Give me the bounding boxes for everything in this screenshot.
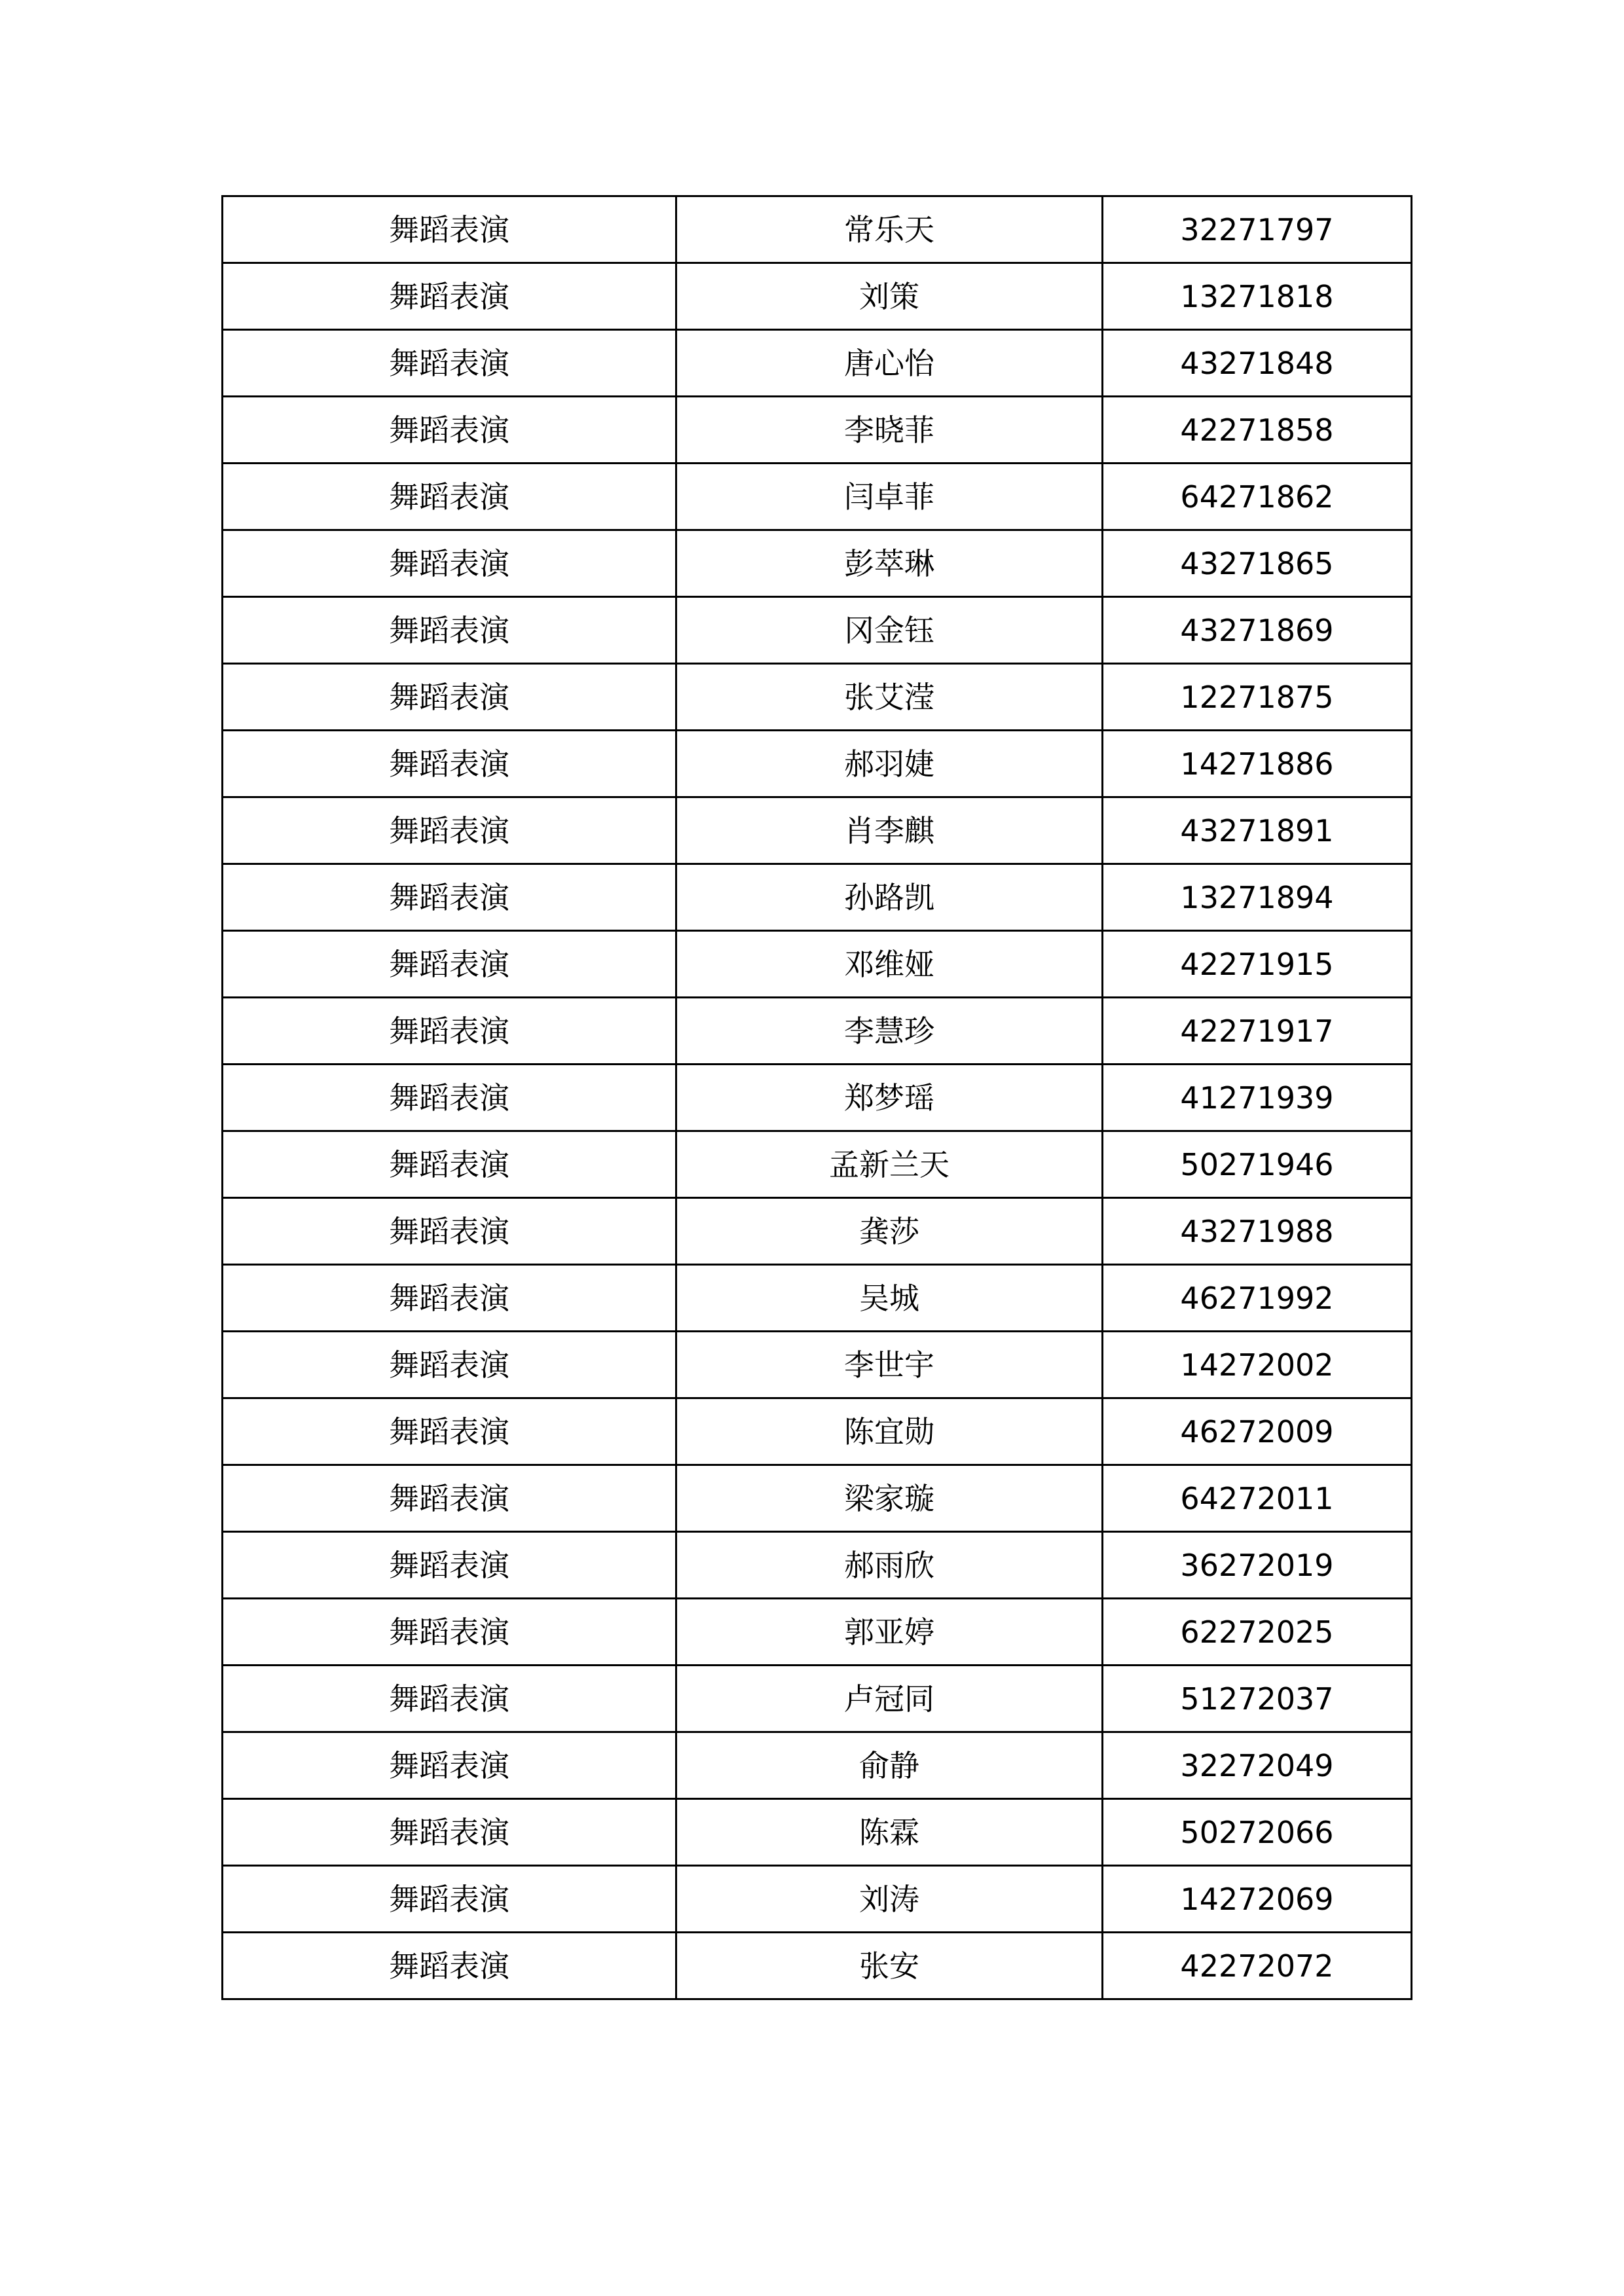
- major-cell: 舞蹈表演: [223, 1265, 676, 1332]
- major-cell: 舞蹈表演: [223, 397, 676, 464]
- name-cell: 李慧珍: [676, 998, 1103, 1065]
- id-cell: 42271917: [1103, 998, 1412, 1065]
- table-row: [223, 1732, 1412, 1799]
- id-cell: 41271939: [1103, 1065, 1412, 1131]
- id-cell: 46271992: [1103, 1265, 1412, 1332]
- name-cell: 常乐天: [676, 196, 1103, 263]
- major-cell: 舞蹈表演: [223, 998, 676, 1065]
- name-cell: 唐心怡: [676, 330, 1103, 397]
- table-row: [223, 931, 1412, 998]
- major-cell: 舞蹈表演: [223, 1465, 676, 1532]
- major-cell: 舞蹈表演: [223, 1065, 676, 1131]
- major-cell: 舞蹈表演: [223, 1198, 676, 1265]
- major-cell: 舞蹈表演: [223, 1131, 676, 1198]
- major-cell: 舞蹈表演: [223, 1398, 676, 1465]
- table-row: [223, 530, 1412, 597]
- id-cell: 12271875: [1103, 664, 1412, 731]
- id-cell: 32272049: [1103, 1732, 1412, 1799]
- major-cell: 舞蹈表演: [223, 1332, 676, 1398]
- id-cell: 43271848: [1103, 330, 1412, 397]
- name-cell: 刘策: [676, 263, 1103, 330]
- id-cell: 42272072: [1103, 1933, 1412, 1999]
- table-row: [223, 1332, 1412, 1398]
- id-cell: 46272009: [1103, 1398, 1412, 1465]
- table-row: [223, 330, 1412, 397]
- table-row: [223, 1666, 1412, 1732]
- major-cell: 舞蹈表演: [223, 1732, 676, 1799]
- table-row: [223, 397, 1412, 464]
- table-row: [223, 864, 1412, 931]
- id-cell: 14271886: [1103, 731, 1412, 797]
- table-row: [223, 1933, 1412, 1999]
- table-row: [223, 1866, 1412, 1933]
- id-cell: 42271858: [1103, 397, 1412, 464]
- id-cell: 43271869: [1103, 597, 1412, 664]
- name-cell: 肖李麒: [676, 797, 1103, 864]
- name-cell: 郝雨欣: [676, 1532, 1103, 1599]
- table-row: [223, 1465, 1412, 1532]
- major-cell: 舞蹈表演: [223, 464, 676, 530]
- major-cell: 舞蹈表演: [223, 1599, 676, 1666]
- id-cell: 32271797: [1103, 196, 1412, 263]
- table-row: [223, 1599, 1412, 1666]
- roster-table: [221, 195, 1412, 2000]
- major-cell: 舞蹈表演: [223, 931, 676, 998]
- document-page: [221, 195, 1411, 2000]
- name-cell: 李世宇: [676, 1332, 1103, 1398]
- name-cell: 俞静: [676, 1732, 1103, 1799]
- table-row: [223, 1532, 1412, 1599]
- name-cell: 陈宜勋: [676, 1398, 1103, 1465]
- name-cell: 郝羽婕: [676, 731, 1103, 797]
- name-cell: 冈金钰: [676, 597, 1103, 664]
- major-cell: 舞蹈表演: [223, 664, 676, 731]
- name-cell: 陈霖: [676, 1799, 1103, 1866]
- major-cell: 舞蹈表演: [223, 731, 676, 797]
- table-row: [223, 1265, 1412, 1332]
- name-cell: 闫卓菲: [676, 464, 1103, 530]
- name-cell: 邓维娅: [676, 931, 1103, 998]
- name-cell: 郑梦瑶: [676, 1065, 1103, 1131]
- name-cell: 孙路凯: [676, 864, 1103, 931]
- major-cell: 舞蹈表演: [223, 1799, 676, 1866]
- roster-table-body: [223, 196, 1412, 1999]
- id-cell: 14272069: [1103, 1866, 1412, 1933]
- table-row: [223, 263, 1412, 330]
- name-cell: 郭亚婷: [676, 1599, 1103, 1666]
- id-cell: 43271865: [1103, 530, 1412, 597]
- table-row: [223, 664, 1412, 731]
- name-cell: 卢冠同: [676, 1666, 1103, 1732]
- table-row: [223, 464, 1412, 530]
- major-cell: 舞蹈表演: [223, 1933, 676, 1999]
- table-row: [223, 1065, 1412, 1131]
- table-row: [223, 1398, 1412, 1465]
- major-cell: 舞蹈表演: [223, 530, 676, 597]
- major-cell: 舞蹈表演: [223, 330, 676, 397]
- name-cell: 张安: [676, 1933, 1103, 1999]
- table-row: [223, 1131, 1412, 1198]
- major-cell: 舞蹈表演: [223, 864, 676, 931]
- name-cell: 龚莎: [676, 1198, 1103, 1265]
- id-cell: 64272011: [1103, 1465, 1412, 1532]
- name-cell: 刘涛: [676, 1866, 1103, 1933]
- table-row: [223, 196, 1412, 263]
- table-row: [223, 731, 1412, 797]
- table-row: [223, 1198, 1412, 1265]
- major-cell: 舞蹈表演: [223, 797, 676, 864]
- name-cell: 梁家璇: [676, 1465, 1103, 1532]
- name-cell: 张艾滢: [676, 664, 1103, 731]
- id-cell: 43271988: [1103, 1198, 1412, 1265]
- id-cell: 50272066: [1103, 1799, 1412, 1866]
- id-cell: 51272037: [1103, 1666, 1412, 1732]
- id-cell: 14272002: [1103, 1332, 1412, 1398]
- table-row: [223, 797, 1412, 864]
- name-cell: 李晓菲: [676, 397, 1103, 464]
- major-cell: 舞蹈表演: [223, 597, 676, 664]
- id-cell: 64271862: [1103, 464, 1412, 530]
- name-cell: 彭萃琳: [676, 530, 1103, 597]
- major-cell: 舞蹈表演: [223, 1866, 676, 1933]
- name-cell: 孟新兰天: [676, 1131, 1103, 1198]
- id-cell: 43271891: [1103, 797, 1412, 864]
- id-cell: 36272019: [1103, 1532, 1412, 1599]
- id-cell: 42271915: [1103, 931, 1412, 998]
- major-cell: 舞蹈表演: [223, 263, 676, 330]
- major-cell: 舞蹈表演: [223, 1532, 676, 1599]
- table-row: [223, 597, 1412, 664]
- table-row: [223, 1799, 1412, 1866]
- id-cell: 62272025: [1103, 1599, 1412, 1666]
- table-row: [223, 998, 1412, 1065]
- name-cell: 吴城: [676, 1265, 1103, 1332]
- id-cell: 50271946: [1103, 1131, 1412, 1198]
- id-cell: 13271818: [1103, 263, 1412, 330]
- major-cell: 舞蹈表演: [223, 1666, 676, 1732]
- major-cell: 舞蹈表演: [223, 196, 676, 263]
- id-cell: 13271894: [1103, 864, 1412, 931]
